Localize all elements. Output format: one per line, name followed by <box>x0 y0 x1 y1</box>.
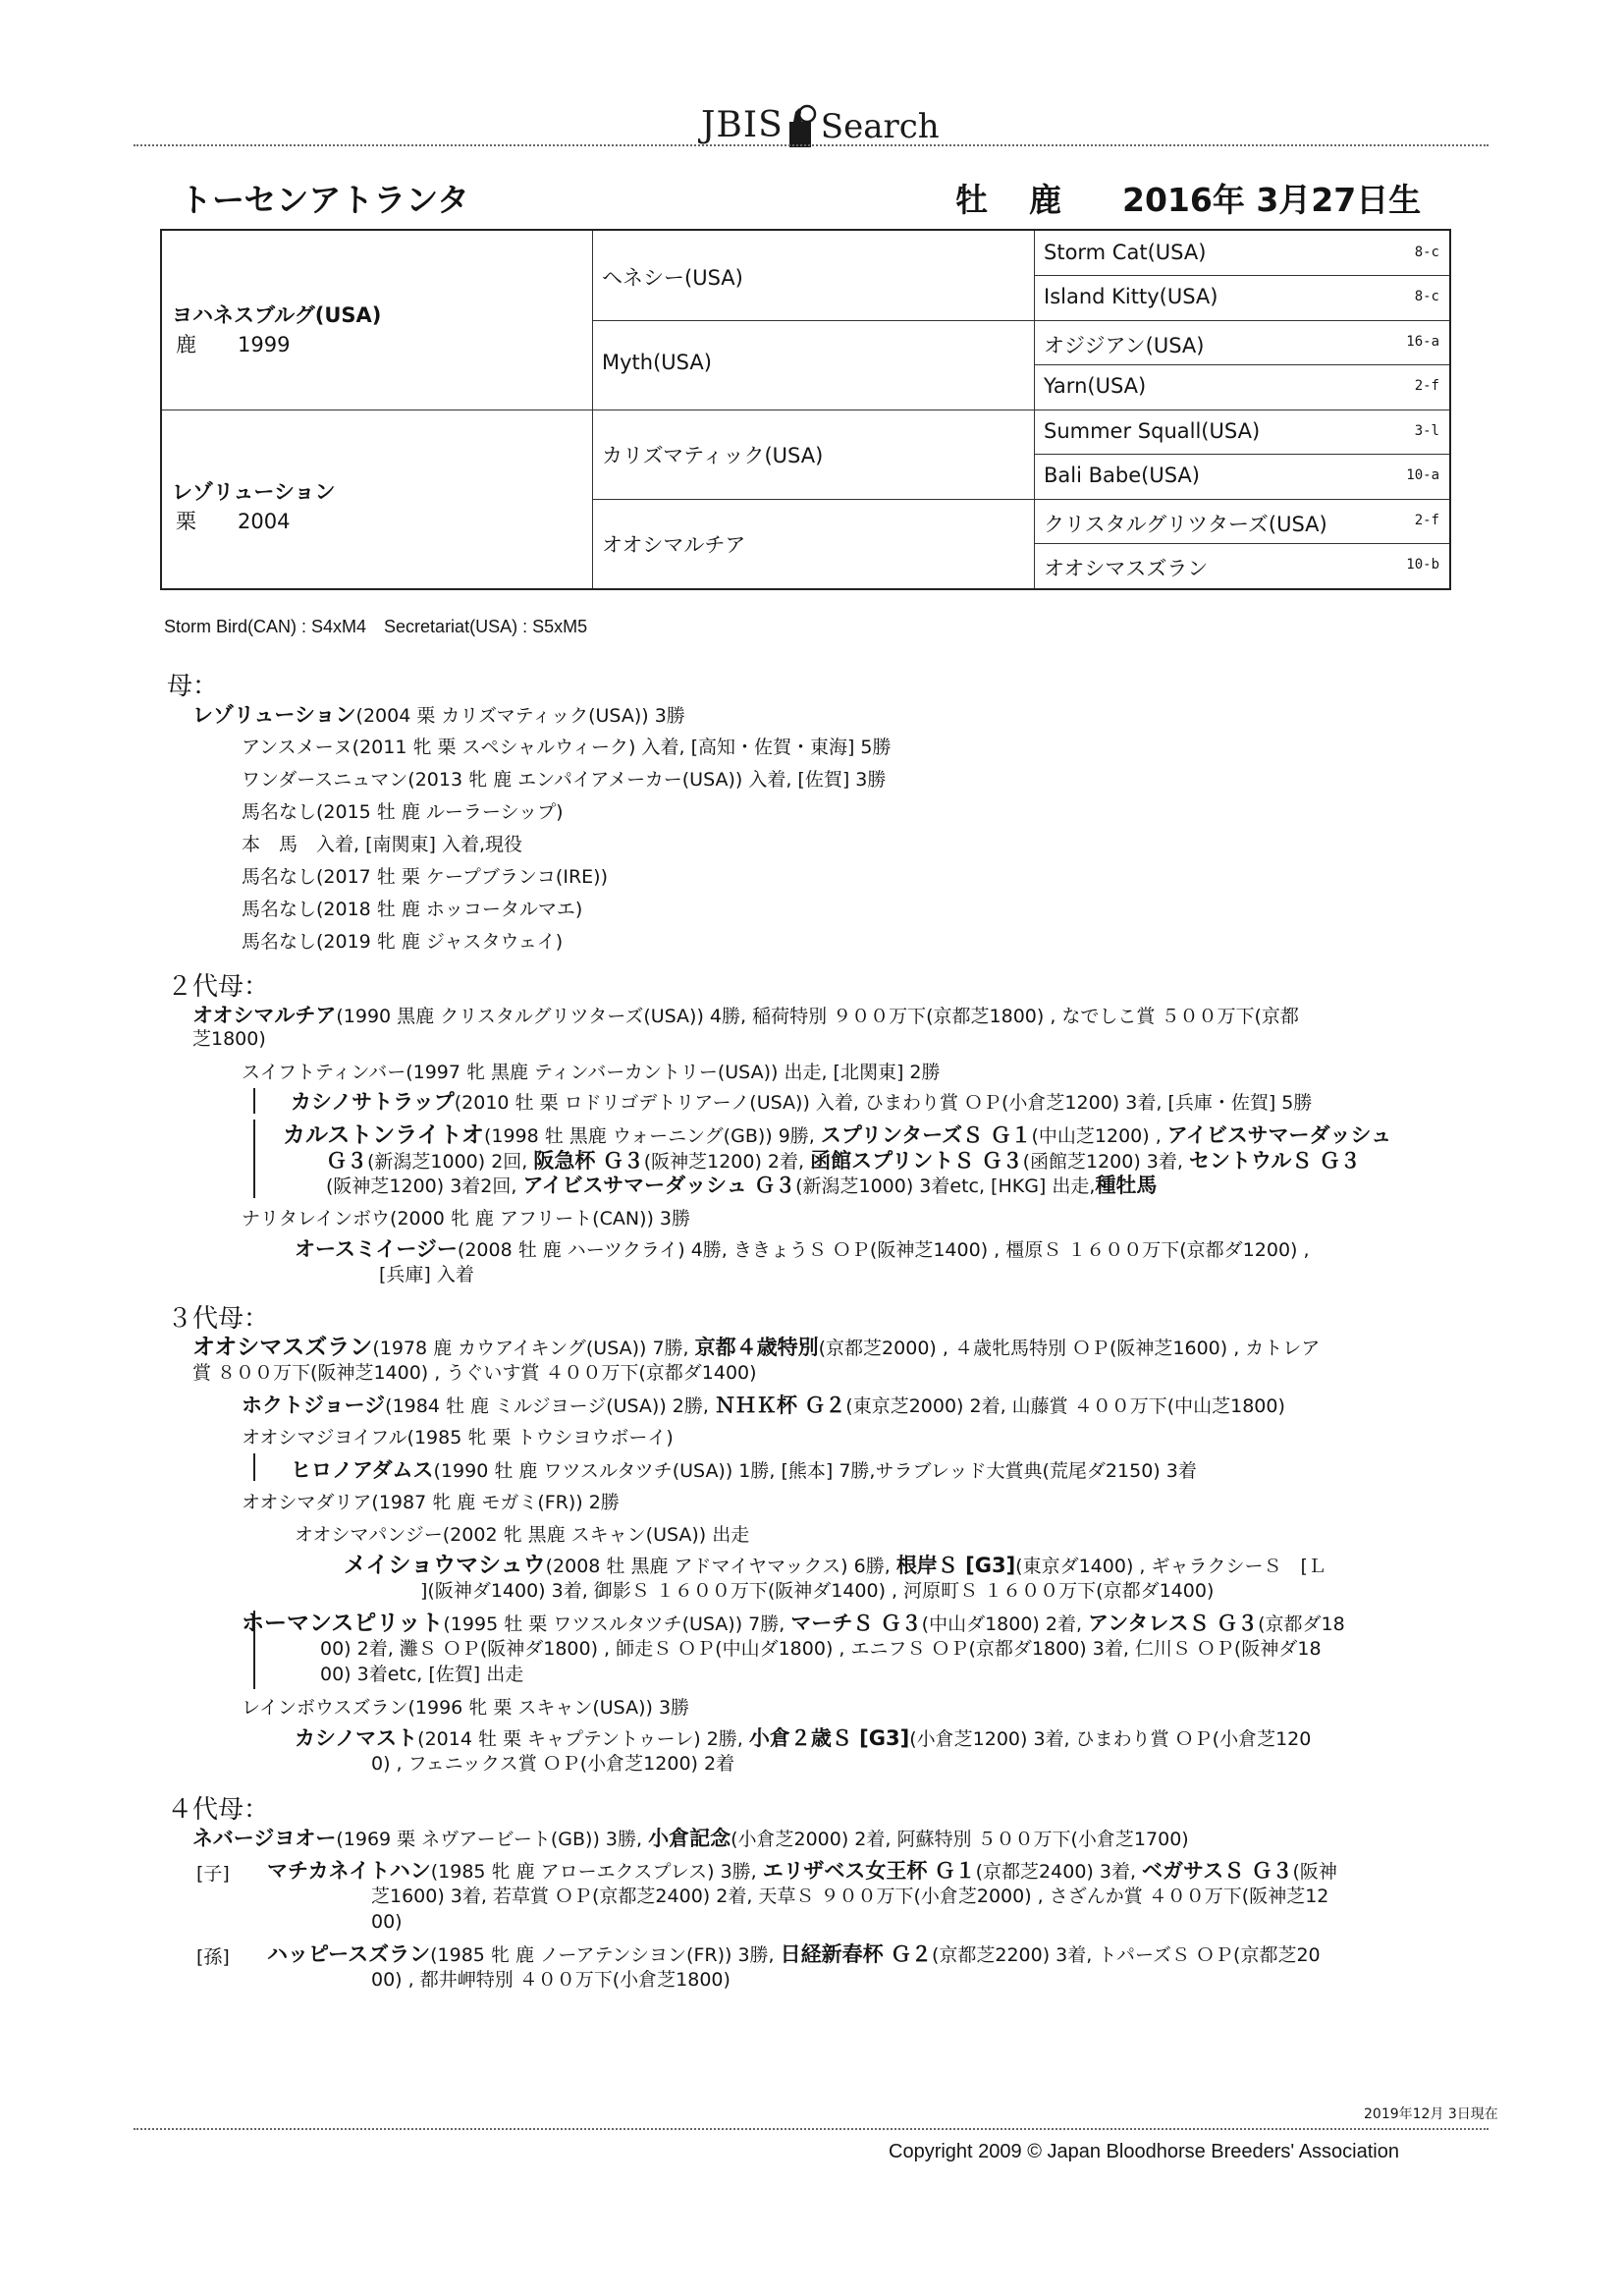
dam-line-3: ワンダースニュマン(2013 牝 鹿 エンパイアメーカー(USA)) 入着, [佐賀] 3勝 <box>242 769 887 791</box>
race-detail: (函館芝1200) 3着, <box>1022 1151 1189 1173</box>
gen3-horse-name[interactable]: メイショウマシュウ <box>344 1553 546 1578</box>
race-name-bold: アイビスサマーダッシュ Ｇ３ <box>522 1174 796 1197</box>
logo-right-text: Search <box>820 107 940 146</box>
dam-info: 栗 2004 <box>176 510 291 533</box>
gen3-line-3: オオシマジヨイフル(1985 牝 栗 トウシヨウボーイ) <box>242 1427 674 1449</box>
race-detail: (京都芝2400) 3着, <box>975 1861 1143 1883</box>
jbis-search-logo[interactable] <box>701 88 940 146</box>
gen3-line-2 <box>242 1394 1285 1418</box>
race-name-bold: 小倉２歳Ｓ [G3] <box>748 1726 910 1750</box>
gen2-line-4 <box>283 1123 1391 1148</box>
race-detail: (中山芝1200) , <box>1031 1125 1167 1147</box>
race-detail: (阪神 <box>1292 1861 1337 1883</box>
gen3-line-7 <box>344 1554 1326 1578</box>
header <box>0 49 1624 147</box>
gen4-dam-name[interactable]: ネバージヨオー <box>192 1827 337 1850</box>
pedigree-table <box>160 229 1451 590</box>
horse-sex: 牡 <box>955 181 988 219</box>
race-detail: (京都芝2200) 3着, トパーズＳ ＯＰ(京都芝20 <box>931 1944 1321 1966</box>
gen3-line-5: オオシマダリア(1987 牝 鹿 モガミ(FR)) 2勝 <box>242 1492 620 1513</box>
gen3-line-7-cont: ](阪神ダ1400) 3着, 御影Ｓ １６００万下(阪神ダ1400) , 河原町Ｓ １６００万下(京都ダ1400) <box>420 1580 1215 1602</box>
gen4-line-3 <box>267 1942 1321 1967</box>
race-detail: (新潟芝1000) 3着etc, [HKG] 出走, <box>795 1175 1096 1197</box>
gen3-line-8-cont1: 00) 2着, 灘Ｓ ＯＰ(阪神ダ1800) , 師走Ｓ ＯＰ(中山ダ1800) , エニフＳ ＯＰ(京都ダ1800) 3着, 仁川Ｓ ＯＰ(阪神ダ18 <box>320 1638 1322 1660</box>
race-detail: (京都芝2000) , ４歳牝馬特別 ＯＰ(阪神芝1600) , カトレア <box>818 1338 1321 1359</box>
race-name-bold: 根岸Ｓ [G3] <box>895 1554 1016 1577</box>
race-detail: (東京ダ1400) , ギャラクシーＳ [Ｌ <box>1015 1556 1326 1577</box>
lineage-bar <box>253 1120 255 1198</box>
gen4-line-2-text: (1985 牝 鹿 アローエクスプレス) 3勝, <box>430 1861 763 1883</box>
dam-line-5: 本 馬 入着, [南関東] 入着,現役 <box>242 834 522 855</box>
gen2-line-6 <box>295 1237 1310 1262</box>
gen3-line-8-cont2: 00) 3着etc, [佐賀] 出走 <box>320 1664 524 1685</box>
pedigree-gen2-2[interactable]: Myth(USA) <box>602 351 712 374</box>
sire-name: ヨハネスブルグ(USA) <box>172 303 382 327</box>
gen4-line-3-text: (1985 牝 鹿 ノーアテンシヨン(FR)) 3勝, <box>430 1944 781 1966</box>
gen3-line-6: オオシマパンジー(2002 牝 黒鹿 スキャン(USA)) 出走 <box>295 1524 750 1546</box>
dam-name: レゾリューション <box>172 480 336 504</box>
race-name-bold: 日経新春杯 Ｇ２ <box>780 1942 932 1966</box>
horse-color: 鹿 <box>1029 181 1061 219</box>
logo-left-text: JBIS <box>701 105 784 145</box>
dam-line-4: 馬名なし(2015 牡 鹿 ルーラーシップ) <box>242 801 564 823</box>
gen4-line-3-cont: 00) , 都井岬特別 ４００万下(小倉芝1800) <box>371 1969 731 1991</box>
inbreeding-note: Storm Bird(CAN) : S4xM4 Secretariat(USA) : S5xM5 <box>164 617 588 636</box>
race-name-bold: スプリンターズＳ Ｇ１ <box>820 1123 1032 1147</box>
lineage-bar <box>253 1453 255 1481</box>
gen3-line-4 <box>291 1458 1197 1483</box>
dam-line-7: 馬名なし(2018 牡 鹿 ホッコータルマエ) <box>242 899 583 920</box>
gen2-dam-name[interactable]: オオシマルチア <box>192 1004 337 1027</box>
gen2-line-4-cont1 <box>326 1149 1361 1174</box>
gen3-name: クリスタルグリツターズ(USA) <box>1044 513 1327 536</box>
gen4-line-2-cont2: 00) <box>371 1911 403 1933</box>
gen3-horse-name[interactable]: ヒロノアダムス <box>291 1458 434 1482</box>
family-number: 8-c <box>1414 245 1439 260</box>
gen3-name: Island Kitty(USA) <box>1044 285 1218 308</box>
gen3-line-7-text: (2008 牡 黒鹿 アドマイヤマックス) 6勝, <box>545 1556 896 1577</box>
gen2-horse-name[interactable]: カシノサトラップ <box>291 1090 455 1114</box>
race-name-bold: ＮＨＫ杯 Ｇ２ <box>714 1394 846 1417</box>
gen3-line-10 <box>295 1726 1311 1751</box>
race-detail: (小倉芝1200) 3着, ひまわり賞 ＯＰ(小倉芝120 <box>909 1728 1312 1750</box>
gen3-line-8 <box>242 1612 1345 1636</box>
gen2-line-4-text: (1998 牡 黒鹿 ウォーニング(GB)) 9勝, <box>483 1125 821 1147</box>
section-dam-heading: 母： <box>167 672 219 701</box>
copyright-text: Copyright 2009 © Japan Bloodhorse Breeders' Association <box>889 2141 1399 2162</box>
gen3-name: Yarn(USA) <box>1044 374 1147 398</box>
top-divider <box>134 144 1489 146</box>
pedigree-gen2-3[interactable]: カリズマティック(USA) <box>602 444 824 467</box>
family-number: 8-c <box>1414 289 1439 304</box>
gen3-name: Bali Babe(USA) <box>1044 464 1200 487</box>
pedigree-gen3-6[interactable] <box>1034 454 1449 499</box>
section-gen2-heading: ２代母： <box>167 972 270 1002</box>
gen3-line-8-text: (1995 牡 栗 ワツスルタツチ(USA)) 7勝, <box>443 1613 791 1635</box>
family-number: 10-b <box>1406 557 1439 573</box>
gen2-line-3 <box>291 1090 1312 1115</box>
gen2-line-5: ナリタレインボウ(2000 牝 鹿 アフリート(CAN)) 3勝 <box>242 1208 691 1230</box>
race-name-bold: セントウルＳ Ｇ３ <box>1188 1149 1361 1173</box>
gen2-line-4-cont2 <box>326 1174 1157 1198</box>
horse-title-row <box>180 175 1456 224</box>
race-grade-bold: Ｇ３ <box>326 1149 367 1173</box>
family-number: 3-l <box>1414 423 1439 439</box>
pedigree-gen3-5[interactable] <box>1034 410 1449 454</box>
pedigree-sire[interactable] <box>172 300 381 358</box>
gen2-line-6-text: (2008 牡 鹿 ハーツクライ) 4勝, ききょうＳ ＯＰ(阪神芝1400) , 橿原Ｓ １６００万下(京都ダ1200) , <box>457 1239 1310 1261</box>
gen3-line-1 <box>192 1336 1320 1360</box>
lineage-bar <box>253 1088 255 1114</box>
gen3-line-1-text: (1978 鹿 カウアイキング(USA)) 7勝, <box>372 1338 695 1359</box>
race-name-bold: アンタレスＳ Ｇ３ <box>1088 1612 1259 1635</box>
gen4-line-1 <box>192 1827 1189 1851</box>
horse-search-icon <box>785 104 819 143</box>
dam-line-2: アンスメーヌ(2011 牝 栗 スペシャルウィーク) 入着, [高知・佐賀・東海] 5勝 <box>242 737 892 758</box>
gen3-name: Summer Squall(USA) <box>1044 419 1261 443</box>
gen2-line-1 <box>192 1004 1299 1028</box>
dam-name-bold[interactable]: レゾリューション <box>192 703 356 727</box>
dam-line-8: 馬名なし(2019 牝 鹿 ジャスタウェイ) <box>242 931 564 953</box>
gen2-horse-name[interactable]: カルストンライトオ <box>283 1122 484 1148</box>
gen3-horse-name[interactable]: ホーマンスピリット <box>242 1611 444 1636</box>
section-gen3-heading: ３代母： <box>167 1304 270 1334</box>
gen3-line-1-cont: 賞 ８００万下(阪神芝1400) , うぐいす賞 ４００万下(京都ダ1400) <box>192 1362 757 1384</box>
race-name-bold: アイビスサマーダッシュ <box>1166 1123 1392 1147</box>
gen4-tag-child: [子] <box>196 1863 230 1885</box>
race-name-bold: 小倉記念 <box>648 1827 731 1850</box>
dam-line-1 <box>192 703 685 728</box>
pedigree-dam[interactable] <box>172 476 336 535</box>
race-detail: (東京芝2000) 2着, 山藤賞 ４００万下(中山芝1800) <box>845 1395 1285 1417</box>
gen3-horse-name[interactable]: カシノマスト <box>295 1726 418 1750</box>
gen2-line-3-text: (2010 牡 栗 ロドリゴデトリアーノ(USA)) 入着, ひまわり賞 ＯＰ(小倉芝1200) 3着, [兵庫・佐賀] 5勝 <box>454 1092 1313 1114</box>
gen4-horse-name[interactable]: マチカネイトハン <box>267 1859 431 1883</box>
gen3-line-10-cont: 0) , フェニックス賞 ＯＰ(小倉芝1200) 2着 <box>371 1753 735 1775</box>
gen4-horse-name[interactable]: ハッピースズラン <box>267 1942 431 1966</box>
sire-info: 鹿 1999 <box>176 333 291 356</box>
horse-name: トーセンアトランタ <box>180 181 470 219</box>
gen4-line-2-cont1: 芝1600) 3着, 若草賞 ＯＰ(京都芝2400) 2着, 天草Ｓ ９００万下(小倉芝2000) , さざんか賞 ４００万下(阪神芝12 <box>371 1886 1329 1907</box>
race-detail: (新潟芝1000) 2回, <box>367 1151 534 1173</box>
gen2-line-6-cont: [兵庫] 入着 <box>379 1264 474 1285</box>
gen3-line-9: レインボウスズラン(1996 牝 栗 スキャン(USA)) 3勝 <box>242 1697 690 1719</box>
stallion-label: 種牡馬 <box>1095 1174 1158 1197</box>
gen3-name: オジジアン(USA) <box>1044 334 1205 357</box>
dam-line-6: 馬名なし(2017 牡 栗 ケープブランコ(IRE)) <box>242 866 608 888</box>
pedigree-gen3-7[interactable] <box>1034 499 1449 543</box>
gen2-line-2: スイフトティンバー(1997 牝 黒鹿 ティンバーカントリー(USA)) 出走, [北関東] 2勝 <box>242 1062 941 1083</box>
horse-birth-date: 2016年 3月27日生 <box>1122 181 1422 219</box>
gen4-line-2 <box>267 1859 1337 1884</box>
section-gen4-heading: ４代母： <box>167 1795 270 1825</box>
pedigree-gen3-2[interactable] <box>1034 275 1449 320</box>
pedigree-gen2-1[interactable]: ヘネシー(USA) <box>602 266 743 290</box>
dam-line-1-text: (2004 栗 カリズマティック(USA)) 3勝 <box>355 705 685 727</box>
race-detail: (京都ダ18 <box>1258 1613 1345 1635</box>
race-detail: (小倉芝2000) 2着, 阿蘇特別 ５００万下(小倉芝1700) <box>731 1829 1189 1850</box>
race-detail: (阪神芝1200) 2着, <box>643 1151 811 1173</box>
gen3-name: Storm Cat(USA) <box>1044 241 1207 264</box>
gen3-line-4-text: (1990 牡 鹿 ワツスルタツチ(USA)) 1勝, [熊本] 7勝,サラブレッド大賞典(荒尾ダ2150) 3着 <box>433 1460 1197 1482</box>
pedigree-gen3-1[interactable] <box>1034 231 1449 275</box>
pedigree-gen3-8[interactable] <box>1034 543 1449 588</box>
pedigree-gen3-4[interactable] <box>1034 364 1449 410</box>
family-number: 16-a <box>1406 334 1439 350</box>
bottom-divider <box>134 2128 1489 2130</box>
gen3-line-10-text: (2014 牡 栗 キャプテントゥーレ) 2勝, <box>417 1728 749 1750</box>
as-of-date: 2019年12月 3日現在 <box>1364 2106 1498 2122</box>
race-name-bold: マーチＳ Ｇ３ <box>790 1612 922 1635</box>
gen2-line-1-text: (1990 黒鹿 クリスタルグリツターズ(USA)) 4勝, 稲荷特別 ９００万下(京都芝1800) , なでしこ賞 ５００万下(京都 <box>336 1006 1299 1027</box>
pedigree-gen2-4[interactable]: オオシマルチア <box>602 533 746 557</box>
gen3-horse-name[interactable]: ホクトジョージ <box>242 1394 386 1417</box>
race-name-bold: 函館スプリントＳ Ｇ３ <box>810 1149 1023 1173</box>
race-name-bold: 京都４歳特別 <box>694 1336 819 1359</box>
gen4-line-1-text: (1969 栗 ネヴアービート(GB)) 3勝, <box>336 1829 649 1850</box>
pedigree-gen3-3[interactable] <box>1034 320 1449 364</box>
gen3-name: オオシマスズラン <box>1044 557 1209 580</box>
race-detail: (阪神芝1200) 3着2回, <box>326 1175 523 1197</box>
gen2-horse-name[interactable]: オースミイージー <box>295 1237 458 1261</box>
race-name-bold: エリザベス女王杯 Ｇ１ <box>762 1859 976 1883</box>
gen3-line-2-text: (1984 牡 鹿 ミルジヨージ(USA)) 2勝, <box>385 1395 715 1417</box>
race-name-bold: 阪急杯 Ｇ３ <box>533 1149 644 1173</box>
race-detail: (中山ダ1800) 2着, <box>921 1613 1089 1635</box>
family-number: 10-a <box>1406 467 1439 483</box>
race-name-bold: ベガサスＳ Ｇ３ <box>1142 1859 1293 1883</box>
gen4-tag-grandchild: [孫] <box>196 1946 230 1968</box>
gen3-dam-name[interactable]: オオシマスズラン <box>192 1335 373 1360</box>
gen2-line-1-cont: 芝1800) <box>192 1028 266 1050</box>
family-number: 2-f <box>1414 513 1439 528</box>
family-number: 2-f <box>1414 378 1439 394</box>
